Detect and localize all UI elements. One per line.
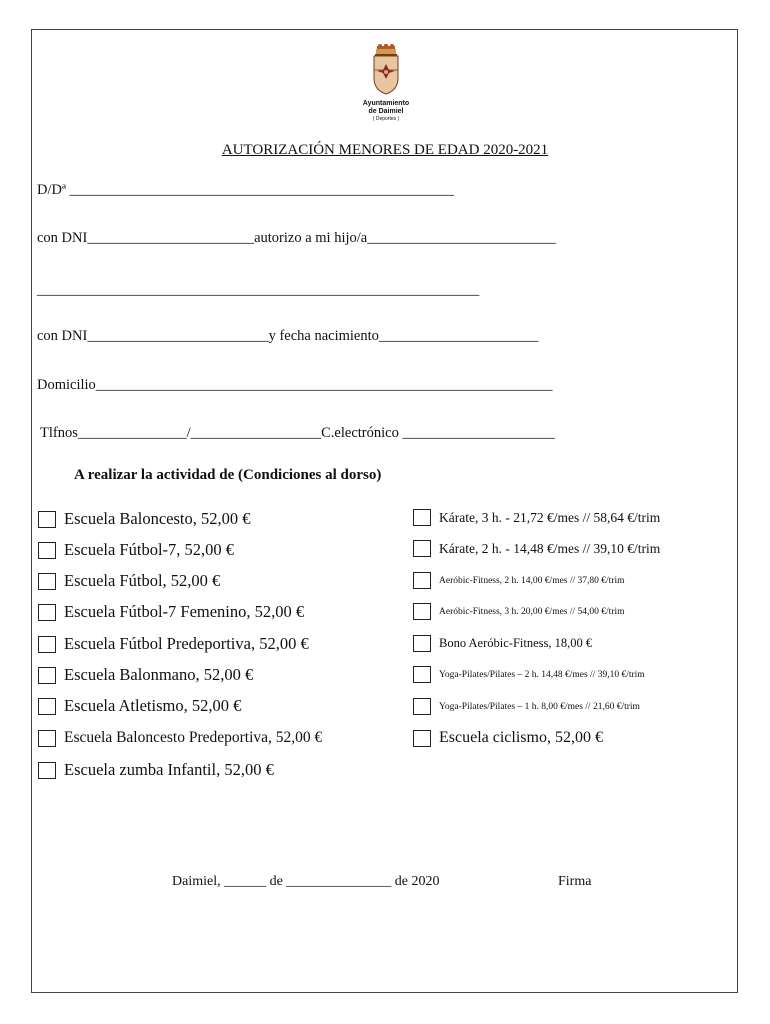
checkbox[interactable] <box>38 730 56 747</box>
address-field[interactable]: Domicilio_______________________________________________________________ <box>37 377 553 393</box>
activity-label: Bono Aeróbic-Fitness, 18,00 € <box>439 636 593 650</box>
checkbox[interactable] <box>413 603 431 620</box>
checkbox[interactable] <box>413 635 431 652</box>
activity-label: Escuela Balonmano, 52,00 € <box>64 665 254 684</box>
checkbox[interactable] <box>38 604 56 621</box>
activity-option[interactable] <box>38 540 234 560</box>
activity-option[interactable] <box>38 509 251 529</box>
activity-option[interactable] <box>38 760 274 780</box>
activity-label: Aeróbic-Fitness, 2 h. 14,00 €/mes // 37,80 €/trim <box>439 575 625 586</box>
coat-of-arms-icon <box>369 44 403 100</box>
checkbox[interactable] <box>38 698 56 715</box>
checkbox[interactable] <box>38 762 56 779</box>
checkbox[interactable] <box>413 509 431 526</box>
child-dni-birthdate-field[interactable]: con DNI_________________________y fecha nacimiento______________________ <box>37 328 539 344</box>
checkbox[interactable] <box>38 511 56 528</box>
child-name-continuation-field[interactable]: _____________________________________________________________ <box>37 282 480 298</box>
activity-option[interactable] <box>38 729 322 747</box>
activity-label: Yoga-Pilates/Pilates – 1 h. 8,00 €/mes // 21,60 €/trim <box>439 701 640 712</box>
activity-option[interactable] <box>413 603 625 620</box>
activity-label: Aeróbic-Fitness, 3 h. 20,00 €/mes // 54,00 €/trim <box>439 606 625 617</box>
checkbox[interactable] <box>38 542 56 559</box>
activity-label: Escuela zumba Infantil, 52,00 € <box>64 760 274 779</box>
checkbox[interactable] <box>413 730 431 747</box>
checkbox[interactable] <box>413 666 431 683</box>
activity-option[interactable] <box>413 698 640 715</box>
activity-option[interactable] <box>413 572 625 589</box>
guardian-name-field[interactable]: D/Dª _____________________________________________________ <box>37 182 454 198</box>
activity-label: Escuela ciclismo, 52,00 € <box>439 729 603 746</box>
activity-label: Escuela Baloncesto, 52,00 € <box>64 509 251 528</box>
activity-option[interactable] <box>38 696 241 716</box>
activity-label: Escuela Fútbol-7, 52,00 € <box>64 540 235 559</box>
signature-label: Firma <box>558 874 592 889</box>
activity-label: Escuela Atletismo, 52,00 € <box>64 696 242 715</box>
activity-option[interactable] <box>38 634 309 654</box>
page-title: AUTORIZACIÓN MENORES DE EDAD 2020-2021 <box>221 142 549 158</box>
checkbox[interactable] <box>38 636 56 653</box>
activity-label: Escuela Fútbol, 52,00 € <box>64 571 221 590</box>
checkbox[interactable] <box>38 573 56 590</box>
guardian-dni-child-field[interactable]: con DNI_______________________autorizo a mi hijo/a__________________________ <box>37 230 556 246</box>
org-name-line2: de Daimiel <box>368 108 404 115</box>
activity-label: Escuela Fútbol Predeportiva, 52,00 € <box>64 634 309 653</box>
activity-option[interactable] <box>413 509 660 526</box>
checkbox[interactable] <box>413 698 431 715</box>
place-date-line[interactable]: Daimiel, ______ de _______________ de 2020 <box>172 874 440 889</box>
phones-email-field[interactable]: Tlfnos_______________/__________________C.electrónico _____________________ <box>40 425 555 441</box>
org-name-line1: Ayuntamiento <box>362 100 410 107</box>
checkbox[interactable] <box>38 667 56 684</box>
town-logo <box>350 44 422 123</box>
activity-option[interactable] <box>413 540 660 557</box>
department-label: ( Deportes ) <box>372 116 400 122</box>
activity-label: Escuela Baloncesto Predeportiva, 52,00 € <box>64 729 323 746</box>
checkbox[interactable] <box>413 540 431 557</box>
activity-option[interactable] <box>413 729 603 747</box>
activity-option[interactable] <box>413 635 592 652</box>
activity-option[interactable] <box>413 666 645 683</box>
activity-option[interactable] <box>38 571 220 591</box>
activity-option[interactable] <box>38 665 253 685</box>
activity-label: Kárate, 2 h. - 14,48 €/mes // 39,10 €/trim <box>439 540 661 556</box>
checkbox[interactable] <box>413 572 431 589</box>
activity-label: Yoga-Pilates/Pilates – 2 h. 14,48 €/mes // 39,10 €/trim <box>439 669 645 680</box>
activity-option[interactable] <box>38 602 304 622</box>
activity-label: Escuela Fútbol-7 Femenino, 52,00 € <box>64 602 305 621</box>
activity-label: Kárate, 3 h. - 21,72 €/mes // 58,64 €/trim <box>439 509 661 525</box>
activity-section-title: A realizar la actividad de (Condiciones al dorso) <box>74 467 382 483</box>
